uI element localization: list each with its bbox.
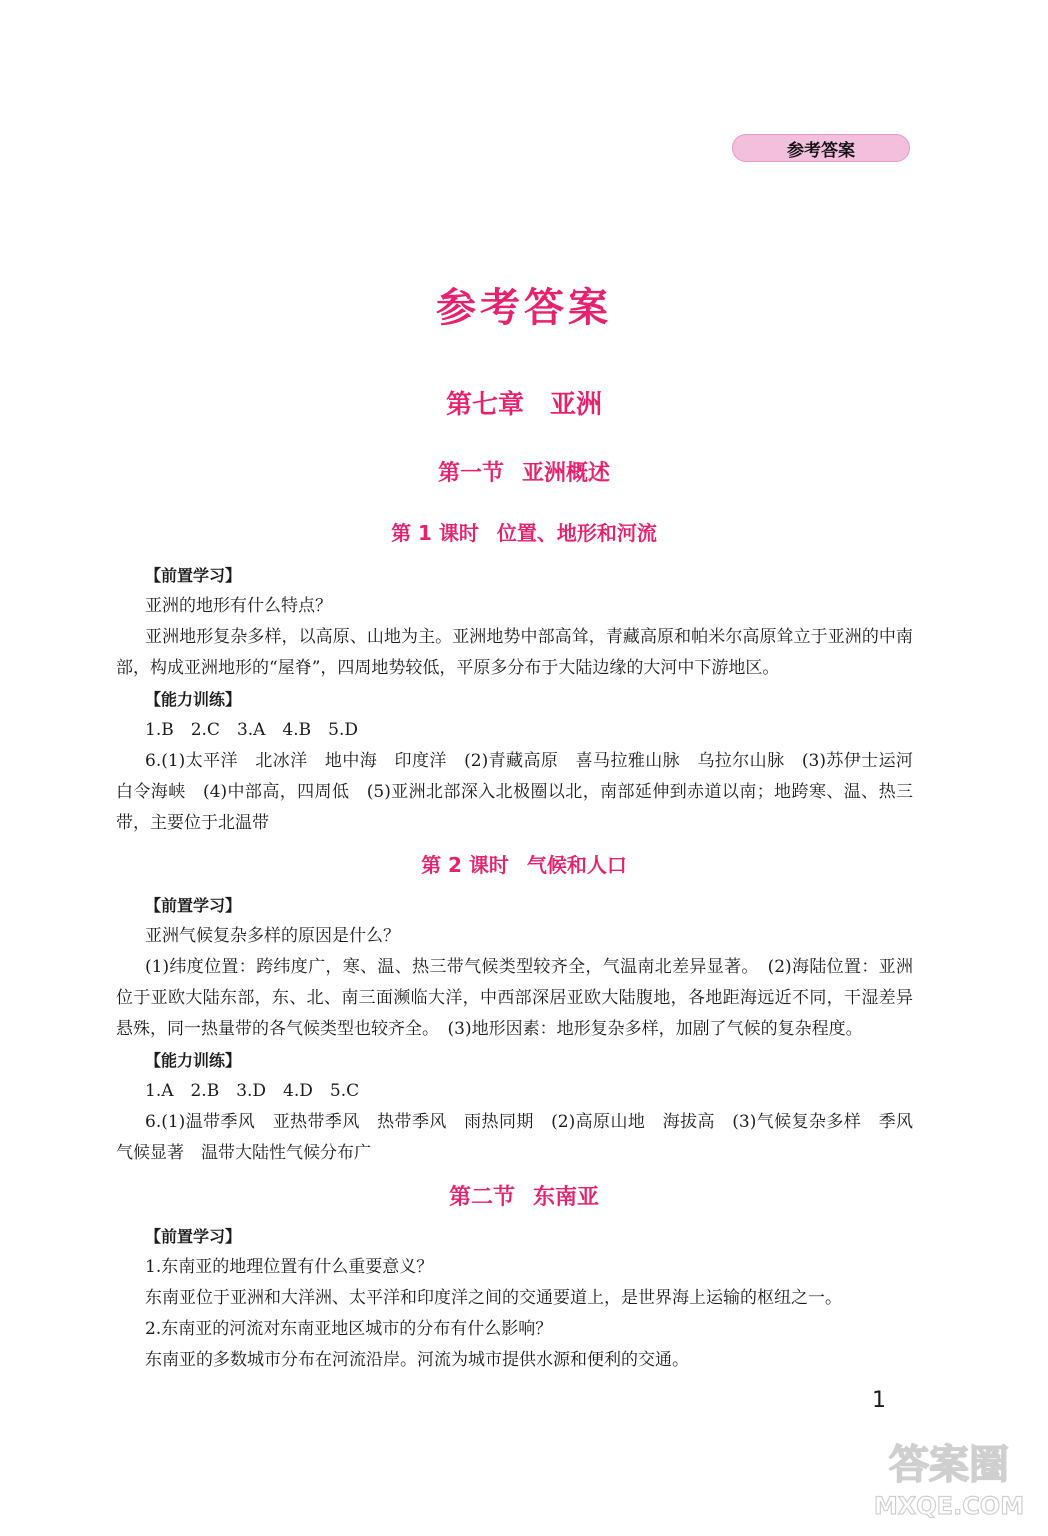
question6-answer: 6.(1)太平洋 北冰洋 地中海 印度洋 (2)青藏高原 喜马拉雅山脉 乌拉尔山脉 (3)苏伊士运河 白令海峡 (4)中部高，四周低 (5)亚洲北部深入北极圈以北，南部延伸到赤道以南；地跨寒、温、热三带，主要位于北温带 [116, 751, 930, 833]
section1-number: 第一节 [437, 461, 504, 486]
lesson1-content [116, 560, 930, 839]
choice-answers: 1.A 2.B 3.D 4.D 5.C [145, 1081, 360, 1101]
question6-answer: 6.(1)温带季风 亚热带季风 热带季风 雨热同期 (2)高原山地 海拔高 (3)气候复杂多样 季风气候显著 温带大陆性气候分布广 [116, 1112, 913, 1163]
header-tab: 参考答案 [732, 134, 910, 162]
lesson2-heading [0, 849, 1048, 878]
lesson2-name: 气候和人口 [526, 853, 627, 877]
chapter-heading [0, 384, 1048, 421]
answer2: 东南亚的多数城市分布在河流沿岸。河流为城市提供水源和便利的交通。 [145, 1350, 689, 1370]
section2-heading [0, 1180, 1048, 1211]
question2: 2.东南亚的河流对东南亚地区城市的分布有什么影响？ [145, 1319, 553, 1339]
question: 亚洲的地形有什么特点？ [145, 596, 332, 616]
question: 亚洲气候复杂多样的原因是什么？ [145, 926, 400, 946]
lesson1-heading [0, 517, 1048, 546]
section2-number: 第二节 [448, 1185, 515, 1210]
lesson2-number: 第 2 课时 [421, 853, 509, 877]
training-label: 【能力训练】 [145, 1051, 242, 1070]
chapter-name: 亚洲 [550, 390, 603, 420]
pre-study-label: 【前置学习】 [145, 1227, 242, 1246]
lesson2-content [116, 890, 913, 1169]
section1-heading [0, 456, 1048, 487]
lesson1-name: 位置、地形和河流 [496, 521, 657, 545]
chapter-number: 第七章 [445, 390, 524, 420]
pre-study-label: 【前置学习】 [145, 566, 242, 585]
section1-name: 亚洲概述 [522, 461, 611, 486]
choice-answers: 1.B 2.C 3.A 4.B 5.D [145, 720, 358, 740]
page-title: 参考答案 [436, 285, 612, 331]
page-number: 1 [872, 1388, 886, 1413]
lesson1-number: 第 1 课时 [391, 521, 479, 545]
watermark-text: 答案圈 [889, 1442, 1009, 1488]
section2-content [116, 1221, 913, 1376]
question1: 1.东南亚的地理位置有什么重要意义？ [145, 1257, 434, 1277]
answer: (1)纬度位置：跨纬度广，寒、温、热三带气候类型较齐全，气温南北差异显著。 (2)海陆位置：亚洲位于亚欧大陆东部，东、北、南三面濒临大洋，中西部深居亚欧大陆腹地，各地距海远近不同，干湿差异悬殊，同一热量带的各气候类型也较齐全。 (3)地形因素：地形复杂多样，加剧了气候的复杂程度。 [116, 957, 913, 1039]
answer: 亚洲地形复杂多样，以高原、山地为主。亚洲地势中部高耸，青藏高原和帕米尔高原耸立于亚洲的中南部，构成亚洲地形的“屋脊”，四周地势较低，平原多分布于大陆边缘的大河中下游地区。 [116, 627, 913, 678]
watermark-url: MXQE.COM [873, 1492, 1025, 1520]
answer1: 东南亚位于亚洲和大洋洲、太平洋和印度洋之间的交通要道上，是世界海上运输的枢纽之一。 [145, 1288, 842, 1308]
training-label: 【能力训练】 [145, 690, 242, 709]
watermark-logo [864, 1432, 1034, 1522]
section2-name: 东南亚 [533, 1185, 600, 1210]
pre-study-label: 【前置学习】 [145, 896, 242, 915]
